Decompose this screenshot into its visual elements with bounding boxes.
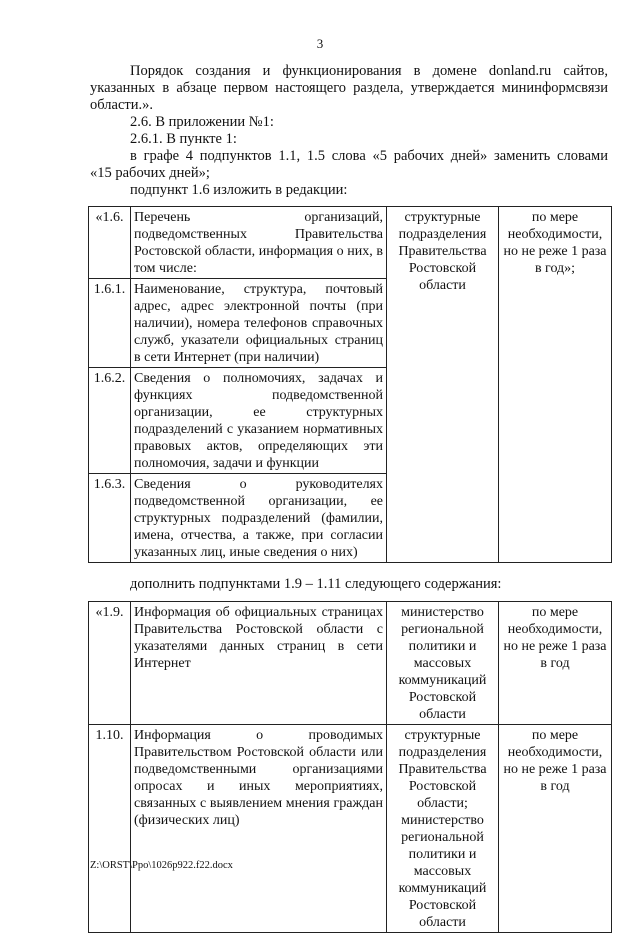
row-number: «1.6.: [89, 207, 131, 279]
responsible-cell: министерство региональной политики и массовых коммуникаций Ростовской области: [387, 602, 499, 725]
subitem-1-6-intro: подпункт 1.6 изложить в редакции:: [130, 182, 348, 198]
responsible-cell: структурные подразделения Правительства Ростовской области; министерство региональной политики и массовых коммуникаций Ростовской области: [387, 725, 499, 933]
intro-line-2: указанных в абзаце первом настоящего раздела, утверждается мининформсвязи: [90, 80, 608, 96]
row-number: 1.10.: [89, 725, 131, 933]
table-subitem-1-6: [88, 206, 612, 563]
intro-line-1: Порядок создания и функционирования в домене donland.ru сайтов,: [130, 63, 608, 79]
responsible-cell: структурные подразделения Правительства Ростовской области: [387, 207, 499, 563]
frequency-cell: по мере необходимости, но не реже 1 раза в год»;: [499, 207, 612, 563]
column4-change-line-1: в графе 4 подпунктов 1.1, 1.5 слова «5 рабочих дней» заменить словами: [130, 148, 608, 164]
table-row: [89, 602, 612, 725]
footer-file-path: Z:\ORST\Ppo\1026p922.f22.docx: [90, 860, 233, 871]
supplement-intro: дополнить подпунктами 1.9 – 1.11 следующего содержания:: [130, 576, 502, 592]
row-text: Информация об официальных страницах Правительства Ростовской области с указателями данных страниц в сети Интернет: [131, 602, 387, 725]
intro-line-3: области.».: [90, 97, 153, 113]
frequency-cell: по мере необходимости, но не реже 1 раза в год: [499, 602, 612, 725]
column4-change-line-2: «15 рабочих дней»;: [90, 165, 210, 181]
row-text: Информация о проводимых Правительством Ростовской области или подведомственными организациями опросах и иных мероприятиях, связанных с выявлением мнения граждан (физических лиц): [131, 725, 387, 933]
table-subitems-1-9-1-11: [88, 601, 612, 933]
item-2-6: 2.6. В приложении №1:: [130, 114, 274, 130]
item-2-6-1: 2.6.1. В пункте 1:: [130, 131, 237, 147]
row-text: Наименование, структура, почтовый адрес, адрес электронной почты (при наличии), номера телефонов справочных служб, указатели официальных страниц в сети Интернет (при наличии): [131, 279, 387, 368]
row-number: 1.6.1.: [89, 279, 131, 368]
row-number: «1.9.: [89, 602, 131, 725]
row-text: Сведения о полномочиях, задачах и функциях подведомственной организации, ее структурных подразделений с указанием нормативных правовых актов, определяющих эти полномочия, задачи и функции: [131, 368, 387, 474]
row-number: 1.6.3.: [89, 474, 131, 563]
row-number: 1.6.2.: [89, 368, 131, 474]
row-text: Перечень организаций, подведомственных Правительства Ростовской области, информация о них, в том числе:: [131, 207, 387, 279]
row-text: Сведения о руководителях подведомственной организации, ее структурных подразделений (фамилии, имена, отчества, а также, при согласии указанных лиц, иные сведения о них): [131, 474, 387, 563]
page-number: 3: [316, 36, 324, 51]
frequency-cell: по мере необходимости, но не реже 1 раза в год: [499, 725, 612, 933]
table-row: [89, 207, 612, 279]
table-row: [89, 725, 612, 933]
